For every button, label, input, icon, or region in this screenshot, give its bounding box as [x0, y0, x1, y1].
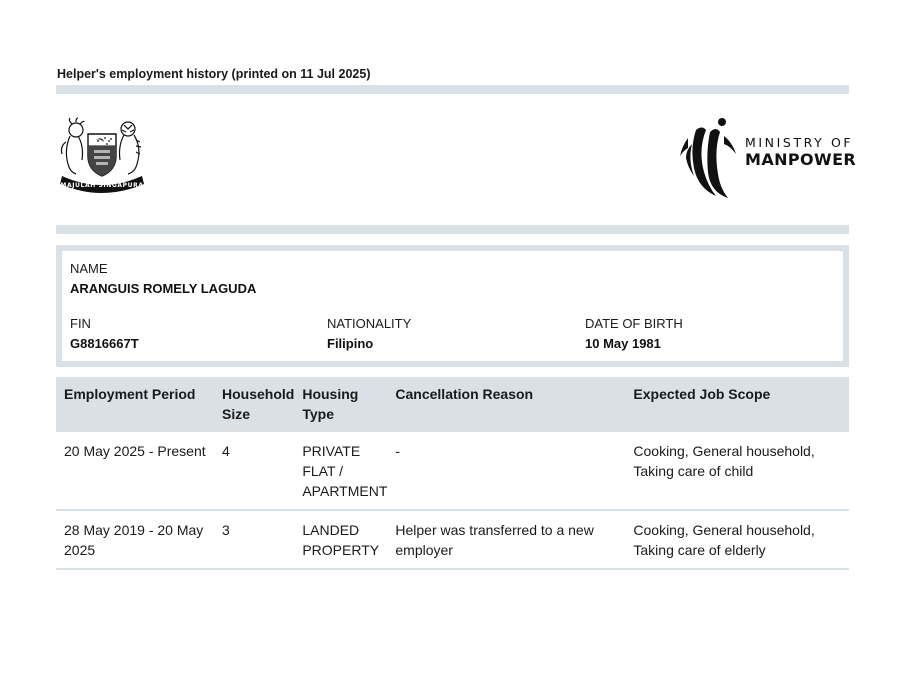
helper-info-panel	[56, 245, 849, 367]
crest-icon	[58, 116, 146, 196]
mom-wordmark	[745, 137, 856, 168]
employment-history-table	[56, 377, 849, 570]
fin-value: G8816667T	[70, 336, 139, 351]
cell-cancellation-reason: -	[387, 432, 625, 510]
table-row	[56, 432, 849, 510]
header-housing-type: Housing Type	[294, 377, 387, 432]
header-divider-bottom	[56, 225, 849, 234]
nationality-value: Filipino	[327, 336, 374, 351]
name-label: NAME	[70, 261, 108, 276]
cell-cancellation-reason: Helper was transferred to a new employer	[387, 510, 625, 569]
cell-employment-period: 20 May 2025 - Present	[56, 432, 214, 510]
cell-housing-type: LANDED PROPERTY	[294, 510, 387, 569]
document-title: Helper's employment history (printed on 11 Jul 2025)	[57, 67, 371, 81]
cell-household-size: 4	[214, 432, 294, 510]
header-expected-job-scope: Expected Job Scope	[625, 377, 849, 432]
singapore-crest-logo	[58, 116, 146, 196]
nationality-label: NATIONALITY	[327, 316, 412, 331]
ministry-of-manpower-logo	[676, 116, 857, 201]
mom-line-2: MANPOWER	[745, 149, 857, 169]
date-of-birth-label: DATE OF BIRTH	[585, 316, 683, 331]
header-cancellation-reason: Cancellation Reason	[387, 377, 625, 432]
table-row	[56, 510, 849, 569]
crest-motto: MAJULAH SINGAPURA	[60, 182, 144, 189]
mom-line-1: MINISTRY OF	[745, 135, 854, 150]
cell-housing-type: PRIVATE FLAT / APARTMENT	[294, 432, 387, 510]
header-household-size: Household Size	[214, 377, 294, 432]
cell-expected-job-scope: Cooking, General household, Taking care of child	[625, 432, 849, 510]
cell-employment-period: 28 May 2019 - 20 May 2025	[56, 510, 214, 569]
cell-expected-job-scope: Cooking, General household, Taking care of elderly	[625, 510, 849, 569]
mom-figure-icon	[676, 116, 744, 201]
cell-household-size: 3	[214, 510, 294, 569]
header-divider-top	[56, 85, 849, 94]
fin-label: FIN	[70, 316, 91, 331]
date-of-birth-value: 10 May 1981	[585, 336, 661, 351]
table-header-row	[56, 377, 849, 432]
name-value: ARANGUIS ROMELY LAGUDA	[70, 281, 257, 296]
header-employment-period: Employment Period	[56, 377, 214, 432]
